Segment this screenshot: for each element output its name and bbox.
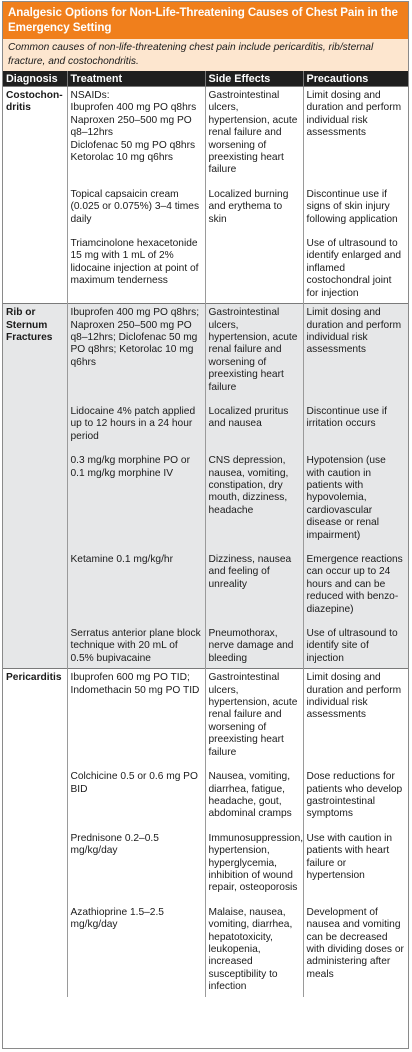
side-effects-cell: Gastrointestinal ulcers, hypertension, acute renal failure and worsening of preexisting heart failure [205, 87, 303, 180]
side-effects-cell: Localized burning and erythema to skin [205, 180, 303, 229]
table-title: Analgesic Options for Non-Life-Threatening Causes of Chest Pain in the Emergency Setting [3, 2, 408, 39]
side-effects-cell [205, 229, 303, 304]
table-figure [2, 1, 409, 1049]
treatment-cell: Topical capsaicin cream (0.025 or 0.075%) 3–4 times daily [67, 180, 205, 229]
precautions-cell: Emergence reactions can occur up to 24 hours and can be reduced with benzo-diazepine) [303, 545, 408, 619]
precautions-cell: Development of nausea and vomiting can be decreased with dividing doses or administering after meals [306, 906, 404, 980]
table-row [3, 669, 408, 762]
diagnosis-cell: Pericarditis [3, 669, 67, 997]
column-header-side-effects: Side Effects [205, 71, 303, 87]
side-effects-cell: CNS depression, nausea, vomiting, constipation, dry mouth, dizziness, headache [205, 446, 303, 545]
table-body [3, 87, 408, 997]
precautions-cell: Limit dosing and duration and perform individual risk assessments [303, 304, 408, 397]
table-row [3, 87, 408, 180]
precautions-cell: Hypotension (use with caution in patients with hypovolemia, cardiovascular disease or renal impairment) [303, 446, 408, 545]
treatment-cell: 0.3 mg/kg morphine PO or 0.1 mg/kg morphine IV [67, 446, 205, 545]
treatment-cell: Ibuprofen 600 mg PO TID; Indomethacin 50 mg PO TID [67, 669, 205, 762]
side-effects-cell: Pneumothorax, nerve damage and bleeding [205, 619, 303, 669]
precautions-cell: Use of ultrasound to identify site of injection [303, 619, 408, 669]
side-effects-cell: Gastrointestinal ulcers, hypertension, acute renal failure and worsening of preexisting heart failure [205, 304, 303, 397]
precautions-cell: Discontinue use if signs of skin injury following application [306, 188, 398, 225]
diagnosis-cell: Costochon- dritis [3, 87, 67, 304]
side-effects-cell: Immunosuppression, hypertension, hyperglycemia, inhibition of wound repair, osteoporosis [205, 824, 303, 898]
treatment-cell: Ketamine 0.1 mg/kg/hr [67, 545, 205, 619]
column-header-treatment: Treatment [67, 71, 205, 87]
table-row [3, 304, 408, 397]
diagnosis-cell: Rib or Sternum Fractures [3, 304, 67, 669]
treatment-cell: Ibuprofen 400 mg PO q8hrs; Naproxen 250–500 mg PO q8–12hrs; Diclofenac 50 mg PO q8hrs; Ketorolac 10 mg q6hrs [67, 304, 205, 397]
column-header-precautions: Precautions [303, 71, 408, 87]
treatment-cell: NSAIDs: Ibuprofen 400 mg PO q8hrs Naproxen 250–500 mg PO q8–12hrs Diclofenac 50 mg PO q8hrs Ketorolac 10 mg q6hrs [67, 87, 205, 180]
precautions-cell: Use with caution in patients with heart failure or hypertension [306, 832, 393, 881]
side-effects-cell: Gastrointestinal ulcers, hypertension, acute renal failure and worsening of preexisting heart failure [205, 669, 303, 762]
treatment-cell: Azathioprine 1.5–2.5 mg/kg/day [67, 898, 205, 997]
precautions-cell: Limit dosing and duration and perform individual risk assessments [303, 87, 408, 180]
precautions-cell: Discontinue use if irritation occurs [303, 397, 408, 446]
treatment-cell: Triamcinolone hexacetonide 15 mg with 1 mL of 2% lidocaine injection at point of maximum tenderness [67, 229, 205, 304]
table-intro: Common causes of non-life-threatening chest pain include pericarditis, rib/sternal fracture, and costochondritis. [3, 39, 408, 71]
precautions-cell: Dose reductions for patients who develop gastrointestinal symptoms [306, 771, 403, 820]
column-header-diagnosis: Diagnosis [3, 71, 67, 87]
analgesic-table [3, 71, 408, 997]
precautions-cell: Use of ultrasound to identify enlarged and inflamed costochondral joint for injection [306, 238, 402, 299]
treatment-cell: Lidocaine 4% patch applied up to 12 hours in a 24 hour period [67, 397, 205, 446]
treatment-cell: Colchicine 0.5 or 0.6 mg PO BID [67, 762, 205, 824]
precautions-cell: Limit dosing and duration and perform individual risk assessments [303, 669, 408, 762]
header-row [3, 71, 408, 87]
side-effects-cell: Malaise, nausea, vomiting, diarrhea, hepatotoxicity, leukopenia, increased susceptibility to infection [205, 898, 303, 997]
treatment-cell: Prednisone 0.2–0.5 mg/kg/day [67, 824, 205, 898]
side-effects-cell: Dizziness, nausea and feeling of unreality [205, 545, 303, 619]
side-effects-cell: Localized pruritus and nausea [205, 397, 303, 446]
treatment-cell: Serratus anterior plane block technique with 20 mL of 0.5% bupivacaine [67, 619, 205, 669]
side-effects-cell: Nausea, vomiting, diarrhea, fatigue, headache, gout, abdominal cramps [205, 762, 303, 824]
